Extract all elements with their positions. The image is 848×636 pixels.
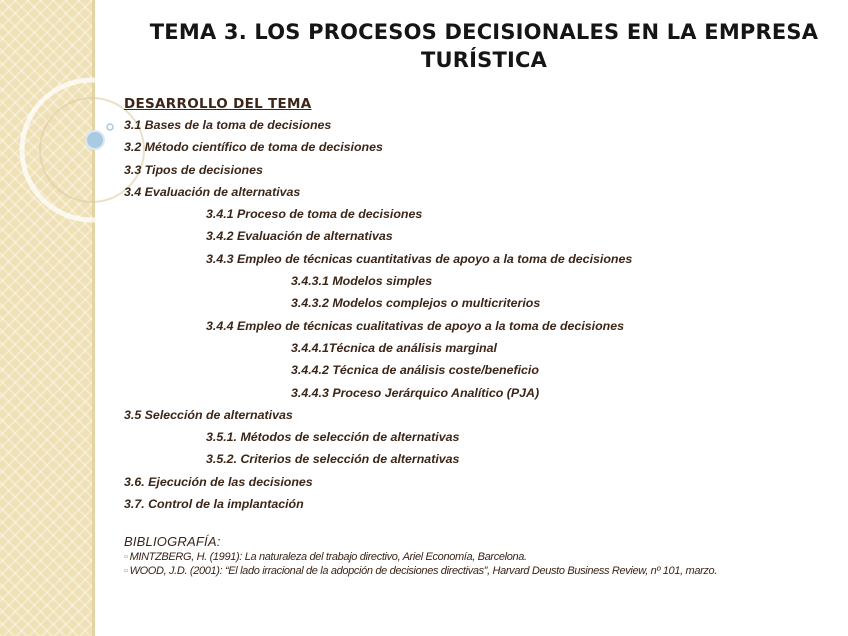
toc-item: 3.6. Ejecución de las decisiones	[124, 474, 313, 489]
page-title-line-1: TEMA 3. LOS PROCESOS DECISIONALES EN LA EMPRESA	[149, 20, 819, 44]
toc-item: 3.4.4.3 Proceso Jerárquico Analítico (PJA)	[291, 385, 540, 400]
toc-item: 3.5 Selección de alternativas	[124, 407, 293, 422]
page-title	[120, 18, 848, 74]
decorative-bubble-small	[107, 124, 113, 130]
bibliography-list	[124, 550, 839, 578]
section-heading: DESARROLLO DEL TEMA	[124, 96, 312, 112]
toc-item: 3.4.1 Proceso de toma de decisiones	[206, 207, 423, 222]
decorative-bubble-large	[86, 131, 104, 149]
topic-outline	[124, 94, 839, 515]
bibliography-title: BIBLIOGRAFÍA:	[124, 534, 221, 549]
toc-item: 3.5.2. Criterios de selección de alternativas	[206, 452, 460, 467]
toc-item: 3.4.4.1Técnica de análisis marginal	[291, 340, 497, 355]
toc-item: 3.4.3.1 Modelos simples	[291, 274, 433, 289]
toc-item: 3.3 Tipos de decisiones	[124, 162, 263, 177]
bullet-icon: ▫	[124, 551, 128, 563]
toc-item: 3.4.3 Empleo de técnicas cuantitativas de apoyo a la toma de decisiones	[206, 251, 633, 266]
bibliography-reference-text: WOOD, J.D. (2001): “El lado irracional de la adopción de decisiones directivas”, Harvard Deusto Business Review, nº 101, marzo.	[129, 565, 718, 577]
bibliography-reference-text: MINTZBERG, H. (1991): La naturaleza del trabajo directivo, Ariel Economía, Barcelona.	[129, 551, 527, 563]
toc-item: 3.4.3.2 Modelos complejos o multicriterios	[291, 296, 541, 311]
toc-item: 3.7. Control de la implantación	[124, 497, 304, 512]
bibliography-reference	[124, 550, 839, 564]
toc-item: 3.4.2 Evaluación de alternativas	[206, 229, 393, 244]
toc-item: 3.1 Bases de la toma de decisiones	[124, 118, 332, 132]
toc-item: 3.4 Evaluación de alternativas	[124, 184, 301, 199]
toc-item: 3.5.1. Métodos de selección de alternativas	[206, 430, 460, 445]
bullet-icon: ▫	[124, 565, 128, 577]
bibliography-section	[124, 533, 839, 578]
bibliography-reference	[124, 564, 839, 578]
toc-item: 3.4.4.2 Técnica de análisis coste/beneficio	[291, 363, 539, 378]
table-of-contents	[124, 114, 839, 515]
toc-item: 3.4.4 Empleo de técnicas cualitativas de apoyo a la toma de decisiones	[206, 318, 625, 333]
page-title-line-2: TURÍSTICA	[420, 48, 548, 72]
toc-item: 3.2 Método científico de toma de decisiones	[124, 140, 383, 155]
